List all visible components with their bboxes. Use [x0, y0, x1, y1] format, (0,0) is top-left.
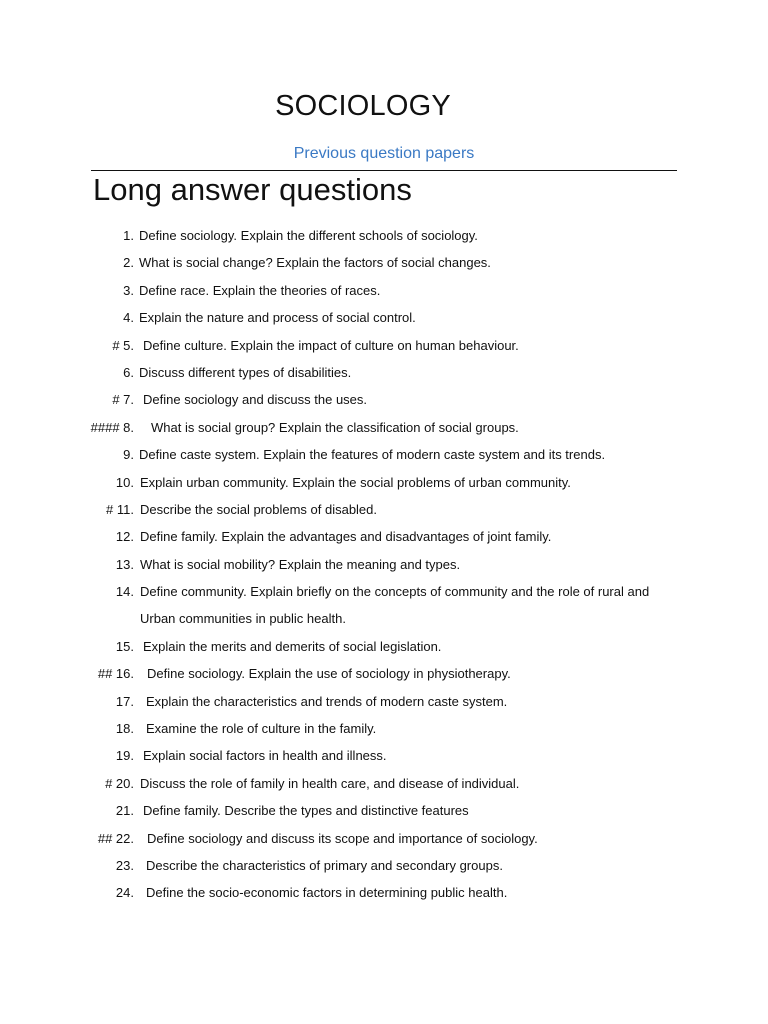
question-text: Define community. Explain briefly on the concepts of community and the role of rural and	[140, 584, 650, 600]
question-item	[0, 883, 768, 910]
question-text: Discuss the role of family in health care, and disease of individual.	[140, 775, 520, 791]
question-text: Explain social factors in health and illness.	[143, 748, 387, 764]
question-text: Discuss different types of disabilities.	[139, 364, 352, 380]
question-text: Define sociology and discuss its scope and importance of sociology.	[147, 830, 538, 846]
question-number: ## 16.	[97, 666, 134, 682]
question-text-continued: Urban communities in public health.	[140, 611, 346, 627]
question-item	[0, 281, 768, 308]
question-item	[0, 445, 768, 472]
question-item	[0, 336, 768, 363]
question-number: 17.	[115, 693, 134, 709]
question-text: Define culture. Explain the impact of culture on human behaviour.	[143, 337, 519, 353]
question-list	[0, 226, 768, 911]
question-number: 4.	[123, 310, 134, 326]
question-item	[0, 500, 768, 527]
question-text: Define the socio-economic factors in determining public health.	[146, 885, 508, 901]
question-item	[0, 692, 768, 719]
question-text: Define sociology and discuss the uses.	[143, 392, 368, 408]
question-text: Define caste system. Explain the features of modern caste system and its trends.	[139, 447, 606, 463]
question-number: # 7.	[112, 392, 134, 408]
question-number: 14.	[115, 584, 134, 600]
question-number: 12.	[115, 529, 134, 545]
question-text: Define family. Explain the advantages and disadvantages of joint family.	[140, 529, 552, 545]
question-number: 9.	[123, 447, 134, 463]
question-text: Define family. Describe the types and distinctive features	[143, 803, 469, 819]
question-number: 13.	[115, 556, 134, 572]
question-item	[0, 555, 768, 582]
question-number: ## 22.	[97, 830, 134, 846]
question-text: Explain the characteristics and trends of modern caste system.	[146, 693, 508, 709]
question-text: Describe the characteristics of primary and secondary groups.	[146, 858, 503, 873]
question-item	[0, 473, 768, 500]
question-item	[0, 637, 768, 664]
question-number: 23.	[115, 858, 134, 873]
question-item	[0, 829, 768, 856]
question-number: 2.	[123, 255, 134, 271]
question-text: Examine the role of culture in the family.	[146, 721, 377, 737]
question-item	[0, 418, 768, 445]
question-item	[0, 664, 768, 691]
question-number: 10.	[115, 474, 134, 490]
question-item	[0, 308, 768, 335]
question-item	[0, 226, 768, 253]
question-number: # 20.	[105, 775, 134, 791]
question-number: 15.	[115, 638, 134, 654]
question-number: 19.	[115, 748, 134, 764]
question-number: 24.	[115, 885, 134, 901]
question-text: What is social group? Explain the classification of social groups.	[151, 419, 519, 435]
question-item	[0, 582, 768, 637]
section-heading: Long answer questions	[93, 172, 412, 207]
question-number: 1.	[123, 228, 134, 243]
question-number: #### 8.	[90, 419, 134, 435]
title-divider	[91, 170, 677, 171]
question-number: 21.	[115, 803, 134, 819]
question-text: Explain the nature and process of social control.	[139, 310, 416, 326]
question-item	[0, 774, 768, 801]
document-title: SOCIOLOGY	[275, 90, 451, 122]
question-text: What is social change? Explain the factors of social changes.	[139, 255, 491, 271]
question-number: # 5.	[112, 337, 134, 353]
question-text: Explain urban community. Explain the social problems of urban community.	[140, 474, 571, 490]
question-text: Describe the social problems of disabled.	[140, 501, 378, 517]
question-text: Explain the merits and demerits of social legislation.	[143, 638, 442, 654]
question-text: Define race. Explain the theories of races.	[139, 282, 381, 298]
question-item	[0, 719, 768, 746]
question-item	[0, 801, 768, 828]
question-item	[0, 856, 768, 883]
question-number: 6.	[123, 364, 134, 380]
question-item	[0, 253, 768, 280]
question-text: Define sociology. Explain the use of sociology in physiotherapy.	[147, 666, 511, 682]
document-subtitle: Previous question papers	[293, 145, 475, 162]
question-item	[0, 527, 768, 554]
question-text: Define sociology. Explain the different schools of sociology.	[139, 228, 478, 243]
question-item	[0, 746, 768, 773]
question-number: # 11.	[106, 501, 134, 517]
question-text: What is social mobility? Explain the meaning and types.	[140, 556, 461, 572]
question-item	[0, 363, 768, 390]
question-number: 18.	[115, 721, 134, 737]
question-item	[0, 390, 768, 417]
question-number: 3.	[123, 282, 134, 298]
